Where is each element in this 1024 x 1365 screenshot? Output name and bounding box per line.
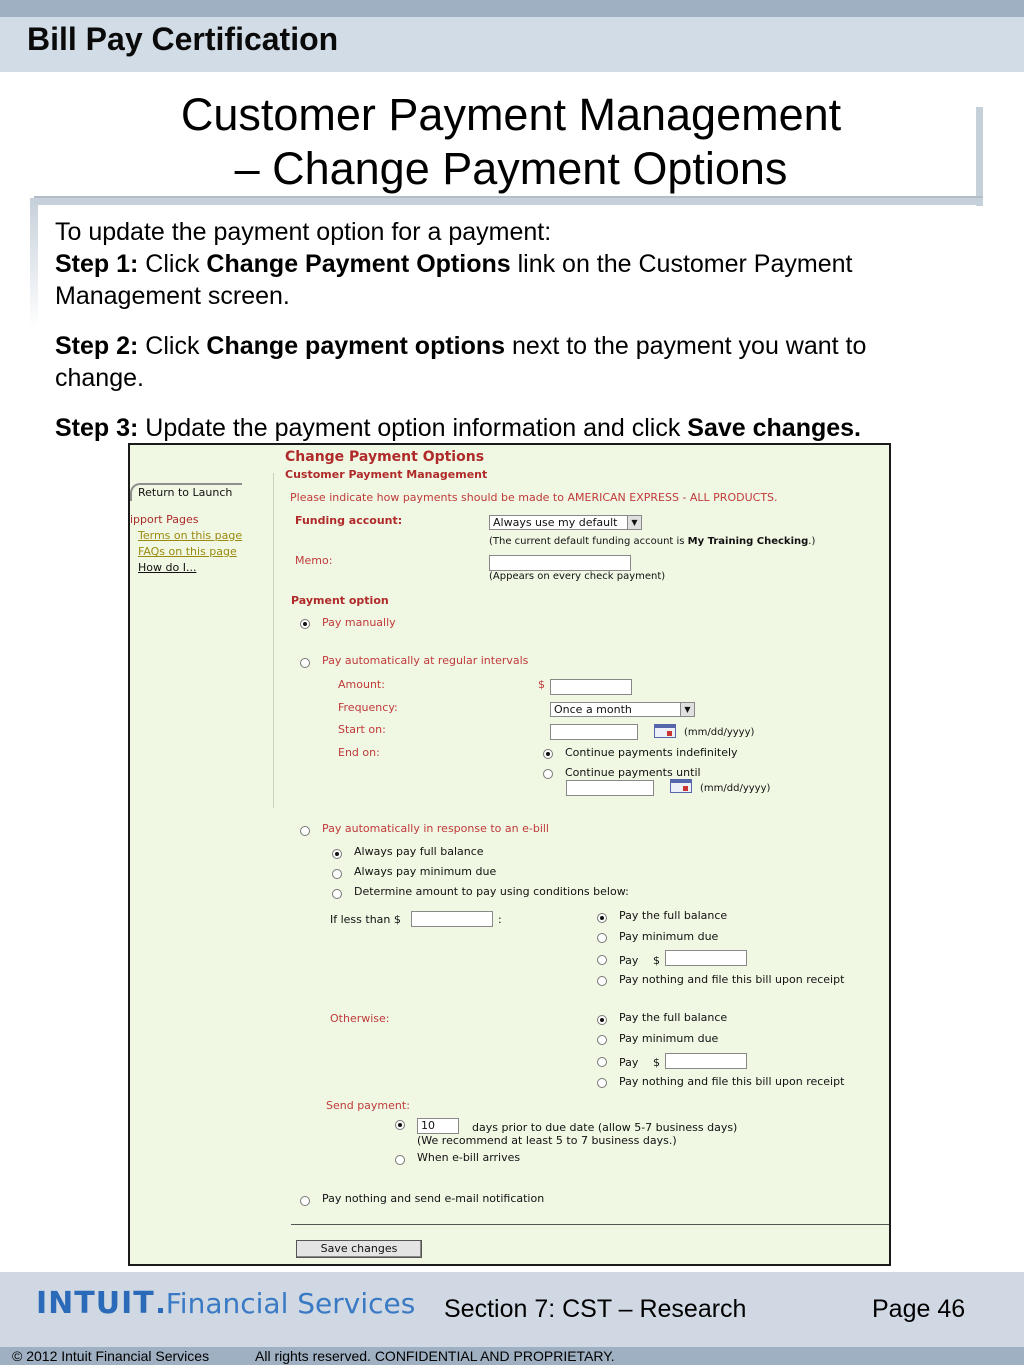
pay-regular-radio[interactable] — [300, 658, 310, 668]
intuit-logo — [36, 1286, 415, 1321]
start-date-input[interactable] — [550, 724, 638, 740]
amount-label: Amount: — [338, 678, 385, 691]
cond1-currency: $ — [653, 954, 660, 967]
slide-title — [34, 88, 988, 196]
if-less-than-label: If less than $ — [330, 913, 401, 926]
step-1-pre: Click — [138, 250, 207, 278]
chevron-down-icon: ▼ — [627, 516, 641, 529]
funding-account-select[interactable] — [489, 515, 642, 530]
step-2 — [55, 330, 955, 394]
when-ebill-label: When e-bill arrives — [417, 1151, 521, 1164]
cond1-min-label: Pay minimum due — [619, 930, 719, 943]
cond1-pay-radio[interactable] — [597, 955, 607, 965]
funding-note-account: My Training Checking — [687, 536, 809, 547]
form-instruction: Please indicate how payments should be made to AMERICAN EXPRESS - ALL PRODUCTS. — [290, 491, 778, 504]
if-less-colon: : — [498, 913, 502, 926]
memo-input[interactable] — [489, 555, 631, 571]
cond2-min-label: Pay minimum due — [619, 1032, 719, 1045]
body-frame-left — [30, 198, 38, 328]
end-on-label: End on: — [338, 746, 380, 759]
frequency-value: Once a month — [554, 703, 632, 716]
rights-text: All rights reserved. CONFIDENTIAL AND PROPRIETARY. — [255, 1348, 615, 1364]
funding-note-post: .) — [808, 536, 816, 547]
faqs-link[interactable]: FAQs on this page — [138, 545, 237, 558]
cond2-full-label: Pay the full balance — [619, 1011, 728, 1024]
change-payment-options-screenshot — [128, 443, 891, 1266]
ebill-full-label: Always pay full balance — [354, 845, 484, 858]
cond2-currency: $ — [653, 1056, 660, 1069]
pay-regular-label: Pay automatically at regular intervals — [322, 654, 529, 667]
calendar-icon[interactable] — [670, 779, 692, 793]
step-2-post: next to the payment you want to change. — [55, 332, 867, 392]
memo-label: Memo: — [295, 554, 333, 567]
form-title: Change Payment Options — [285, 449, 485, 465]
cond2-pay-label: Pay — [619, 1056, 639, 1069]
logo-main: INTUIT — [36, 1286, 155, 1321]
instructions — [55, 216, 955, 444]
cond1-full-label: Pay the full balance — [619, 909, 728, 922]
cond2-pay-radio[interactable] — [597, 1057, 607, 1067]
step-3-bold: Save changes. — [687, 414, 862, 442]
page-number: Page 46 — [872, 1295, 966, 1323]
terms-link[interactable]: Terms on this page — [138, 529, 243, 542]
days-prior-text: days prior to due date (allow 5-7 business days) — [472, 1121, 738, 1134]
slide-title-line-1: Customer Payment Management — [180, 89, 842, 140]
end-indefinite-label: Continue payments indefinitely — [565, 746, 738, 759]
step-1-label: Step 1: — [55, 250, 139, 278]
chevron-down-icon: ▼ — [680, 703, 694, 716]
send-payment-label: Send payment: — [326, 1099, 410, 1112]
step-3-label: Step 3: — [55, 414, 139, 442]
funding-note-pre: (The current default funding account is — [489, 536, 688, 547]
step-3 — [55, 412, 955, 444]
cond2-pay-input[interactable] — [665, 1053, 747, 1069]
return-to-launch-button[interactable]: Return to Launch — [130, 483, 242, 501]
end-until-label: Continue payments until — [565, 766, 701, 779]
funding-account-value: Always use my default — [493, 516, 618, 529]
ebill-min-label: Always pay minimum due — [354, 865, 497, 878]
step-2-pre: Click — [138, 332, 207, 360]
frequency-select[interactable] — [550, 702, 695, 717]
frequency-label: Frequency: — [338, 701, 398, 714]
cond1-full-radio[interactable] — [597, 913, 607, 923]
end-until-radio[interactable] — [543, 769, 553, 779]
header-title: Bill Pay Certification — [27, 21, 339, 57]
cond2-nothing-label: Pay nothing and file this bill upon receipt — [619, 1075, 845, 1088]
start-on-label: Start on: — [338, 723, 386, 736]
cond2-full-radio[interactable] — [597, 1015, 607, 1025]
how-do-i-link[interactable]: How do I... — [138, 561, 197, 574]
form-divider — [291, 1224, 891, 1225]
when-ebill-radio[interactable] — [395, 1155, 405, 1165]
cond1-nothing-radio[interactable] — [597, 976, 607, 986]
pay-manually-radio[interactable] — [300, 619, 310, 629]
start-date-hint: (mm/dd/yyyy) — [684, 727, 755, 738]
if-less-than-input[interactable] — [411, 911, 493, 927]
end-date-hint: (mm/dd/yyyy) — [700, 783, 771, 794]
support-pages-heading: ipport Pages — [130, 513, 199, 526]
cond2-nothing-radio[interactable] — [597, 1078, 607, 1088]
title-frame-rule — [34, 196, 983, 198]
sidebar-divider — [273, 473, 274, 808]
funding-note — [489, 536, 815, 547]
ebill-min-radio[interactable] — [332, 869, 342, 879]
amount-currency: $ — [538, 678, 545, 691]
section-label: Section 7: CST – Research — [444, 1295, 747, 1323]
days-prior-input[interactable]: 10 — [417, 1118, 459, 1134]
funding-account-label: Funding account: — [295, 514, 403, 527]
otherwise-label: Otherwise: — [330, 1012, 390, 1025]
step-1-post: link on the Customer Payment Management screen. — [55, 250, 853, 310]
step-3-pre: Update the payment option information and click — [138, 414, 688, 442]
cond1-min-radio[interactable] — [597, 933, 607, 943]
end-date-input[interactable] — [566, 780, 654, 796]
amount-input[interactable] — [550, 679, 632, 695]
pay-nothing-notify-label: Pay nothing and send e-mail notification — [322, 1192, 545, 1205]
step-1-bold: Change Payment Options — [206, 250, 511, 278]
copyright-text: © 2012 Intuit Financial Services — [12, 1348, 210, 1364]
logo-dot — [158, 1308, 163, 1313]
payment-option-label: Payment option — [291, 594, 389, 607]
intro-text: To update the payment option for a payment: — [55, 218, 552, 246]
cond1-pay-input[interactable] — [665, 950, 747, 966]
end-indefinite-radio[interactable] — [543, 749, 553, 759]
slide-title-line-2: – Change Payment Options — [234, 143, 788, 194]
memo-note: (Appears on every check payment) — [489, 571, 666, 582]
save-changes-button[interactable]: Save changes — [296, 1240, 422, 1258]
calendar-icon[interactable] — [654, 724, 676, 738]
pay-nothing-notify-radio[interactable] — [300, 1196, 310, 1206]
pay-ebill-label: Pay automatically in response to an e-bill — [322, 822, 549, 835]
step-2-label: Step 2: — [55, 332, 139, 360]
top-strip — [0, 0, 1024, 17]
ebill-cond-label: Determine amount to pay using conditions below: — [354, 885, 629, 898]
pay-manually-label: Pay manually — [322, 616, 396, 629]
logo-sub: Financial Services — [165, 1287, 416, 1320]
pay-ebill-radio[interactable] — [300, 826, 310, 836]
days-prior-note: (We recommend at least 5 to 7 business days.) — [417, 1134, 677, 1147]
cond2-min-radio[interactable] — [597, 1035, 607, 1045]
ebill-full-radio[interactable] — [332, 849, 342, 859]
days-prior-radio[interactable] — [395, 1120, 405, 1130]
cond1-pay-label: Pay — [619, 954, 639, 967]
form-subtitle: Customer Payment Management — [285, 468, 488, 481]
step-2-bold: Change payment options — [206, 332, 506, 360]
step-1 — [55, 248, 955, 312]
ebill-cond-radio[interactable] — [332, 889, 342, 899]
cond1-nothing-label: Pay nothing and file this bill upon receipt — [619, 973, 845, 986]
